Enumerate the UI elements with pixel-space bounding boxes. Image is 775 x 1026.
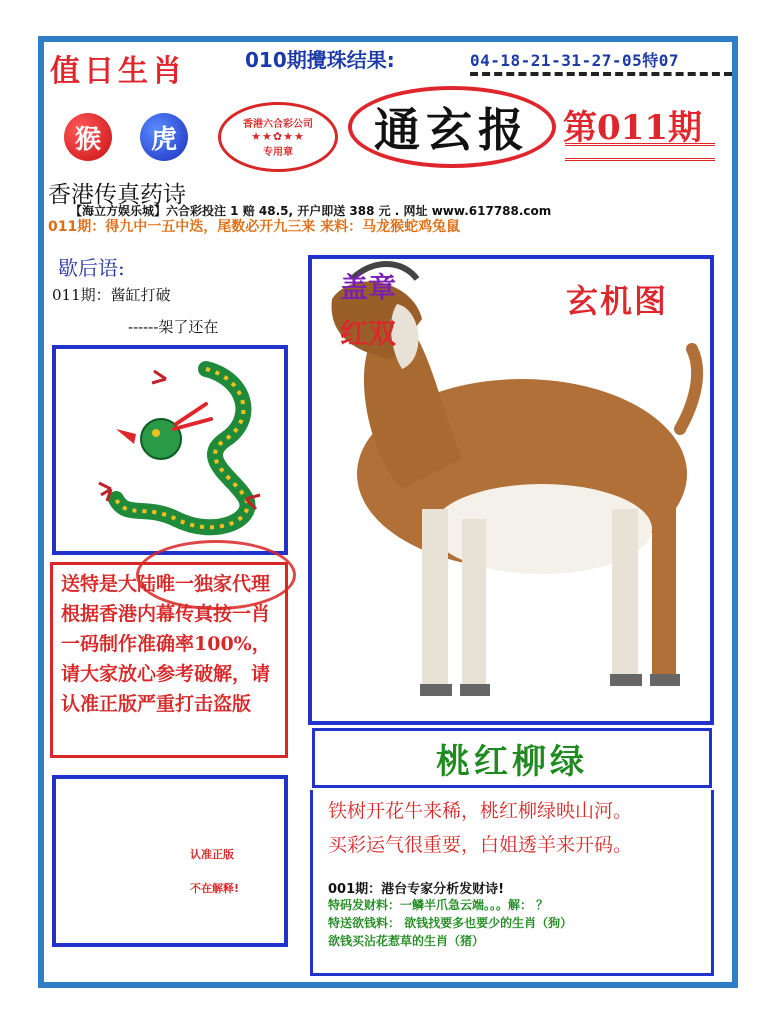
daily-zodiac-label: 值日生肖 <box>50 54 186 89</box>
xiehouyu-answer: ------架了还在 <box>128 318 219 336</box>
genuine-notice-2: 不在解释! <box>190 882 240 895</box>
result-label: 010期攪珠结果: <box>245 48 395 72</box>
result-underline <box>470 72 732 76</box>
zodiac-tiger-badge: 虎 <box>140 113 188 161</box>
dragon-picture-box <box>52 345 288 555</box>
issue-number: 第011期 <box>563 108 702 148</box>
exclusive-ad-box <box>50 562 288 758</box>
xuanji-title: 玄机图 <box>566 282 669 320</box>
stamp-stars: ★★✿★★ <box>251 130 305 143</box>
fax-verse-line: 011期：得九中一五中迭，尾数必开九三来 来料：马龙猴蛇鸡兔鼠 <box>48 219 461 235</box>
info-line-4: 欲钱买沾花惹草的生肖（猪） <box>328 934 485 948</box>
zodiac-monkey-badge: 猴 <box>64 113 112 161</box>
genuine-notice-1: 认准正版 <box>190 848 234 861</box>
info-line-2: 特码发财料：一鳞半爪急云端。。。解： ？ <box>328 898 549 912</box>
poem-line-1: 铁树开花牛来稀，桃红柳绿映山河。 <box>328 800 633 822</box>
company-stamp <box>218 102 338 172</box>
poem-line-2: 买彩运气很重要，白姐透羊来开码。 <box>328 834 633 856</box>
hong-shuang-label: 红双 <box>340 317 397 350</box>
fax-poem-title: 香港传真药诗 <box>48 182 186 208</box>
info-line-1: 001期：港台专家分析发财诗! <box>328 882 505 897</box>
result-numbers: 04-18-21-31-27-05特07 <box>470 51 680 70</box>
stamp-top-text: 香港六合彩公司 <box>243 119 313 130</box>
xiehouyu-question: 011期：酱缸打破 <box>52 286 171 304</box>
gai-zhang-label: 盖章 <box>340 271 397 304</box>
dragon-icon <box>56 349 284 551</box>
stamp-bottom-text: 专用章 <box>263 147 293 158</box>
issue-underline <box>565 143 715 161</box>
casino-ad-line[interactable]: 【海立方娱乐城】六合彩投注 1 赔 48.5, 开户即送 388 元 . 网址 www.617788.com <box>70 204 552 218</box>
xiehouyu-label: 歇后语: <box>58 256 125 280</box>
paper-name: 通玄报 <box>348 86 556 168</box>
exclusive-ad-text: 送特是大陆唯一独家代理根据香港内幕传真按一肖一码制作准确率100%，请大家放心参考破解，请认准正版严重打击盗版 <box>61 573 271 715</box>
info-line-3: 特送欲钱料： 欲钱找要多也要少的生肖（狗） <box>328 916 573 930</box>
taohong-liulu-box: 桃红柳绿 <box>312 728 712 788</box>
bottom-left-box <box>52 775 288 947</box>
